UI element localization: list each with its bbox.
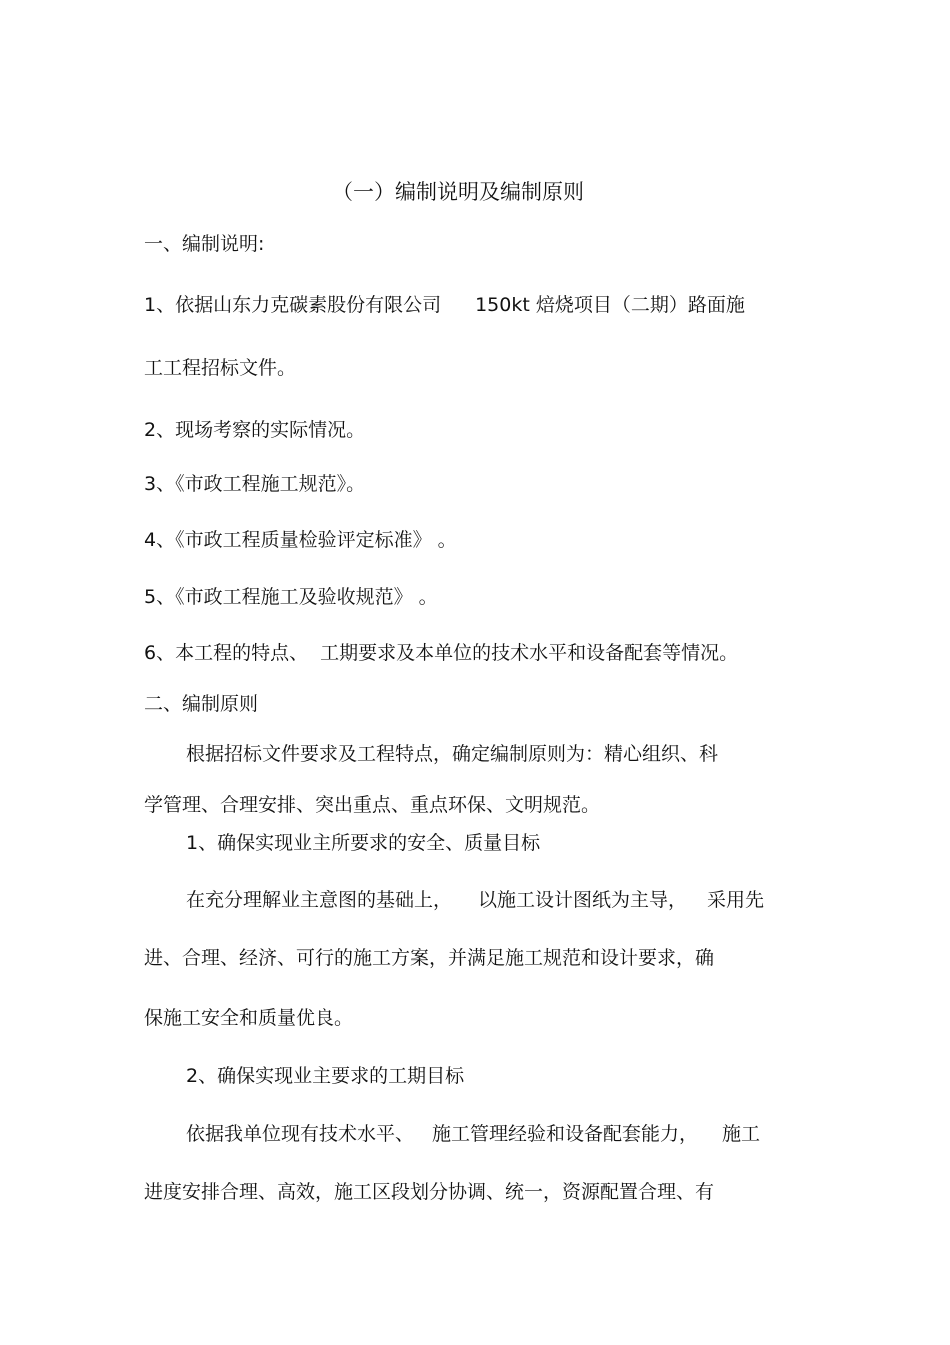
paragraph-3-text-c: 施工	[722, 1123, 761, 1145]
paragraph-2-text-c: 采用先	[707, 889, 765, 911]
paragraph-1-line-1: 根据招标文件要求及工程特点，确定编制原则为：精心组织、科	[186, 743, 719, 765]
list-item-1-text-b: 150kt 焙烧项目（二期）路面施	[475, 294, 745, 316]
section-heading-principles: 二、编制原则	[144, 693, 259, 715]
list-item-2: 2、现场考察的实际情况。	[144, 419, 366, 441]
subheading-safety-quality: 1、确保实现业主所要求的安全、质量目标	[186, 832, 541, 854]
paragraph-2-line-3: 保施工安全和质量优良。	[144, 1007, 354, 1029]
list-item-1-continuation: 工工程招标文件。	[144, 357, 297, 379]
section-heading-explanation: 一、编制说明:	[144, 233, 265, 255]
paragraph-2-line-1	[186, 888, 764, 912]
list-item-1-text-a: 1、依据山东力克碳素股份有限公司	[144, 294, 442, 316]
paragraph-3-text-a: 依据我单位现有技术水平、	[186, 1123, 415, 1145]
paragraph-2-text-b: 以施工设计图纸为主导，	[478, 889, 688, 911]
list-item-4: 4、《市政工程质量检验评定标准》 。	[144, 529, 457, 551]
paragraph-3-line-2: 进度安排合理、高效，施工区段划分协调、统一，资源配置合理、有	[144, 1181, 715, 1203]
list-item-5: 5、《市政工程施工及验收规范》 。	[144, 586, 438, 608]
list-item-3: 3、《市政工程施工规范》。	[144, 473, 366, 495]
paragraph-2-line-2: 进、合理、经济、可行的施工方案，并满足施工规范和设计要求，确	[144, 947, 715, 969]
paragraph-2-text-a: 在充分理解业主意图的基础上，	[186, 889, 453, 911]
list-item-1	[144, 293, 745, 317]
paragraph-3-text-b: 施工管理经验和设备配套能力，	[432, 1123, 699, 1145]
paragraph-3-line-1	[186, 1122, 760, 1146]
document-title: （一）编制说明及编制原则	[332, 180, 584, 204]
list-item-6-text-a: 6、本工程的特点、	[144, 642, 309, 664]
paragraph-1-line-2: 学管理、合理安排、突出重点、重点环保、文明规范。	[144, 794, 601, 816]
list-item-6-text-b: 工期要求及本单位的技术水平和设备配套等情况。	[320, 642, 739, 664]
list-item-6	[144, 641, 738, 665]
subheading-schedule: 2、确保实现业主要求的工期目标	[186, 1065, 465, 1087]
